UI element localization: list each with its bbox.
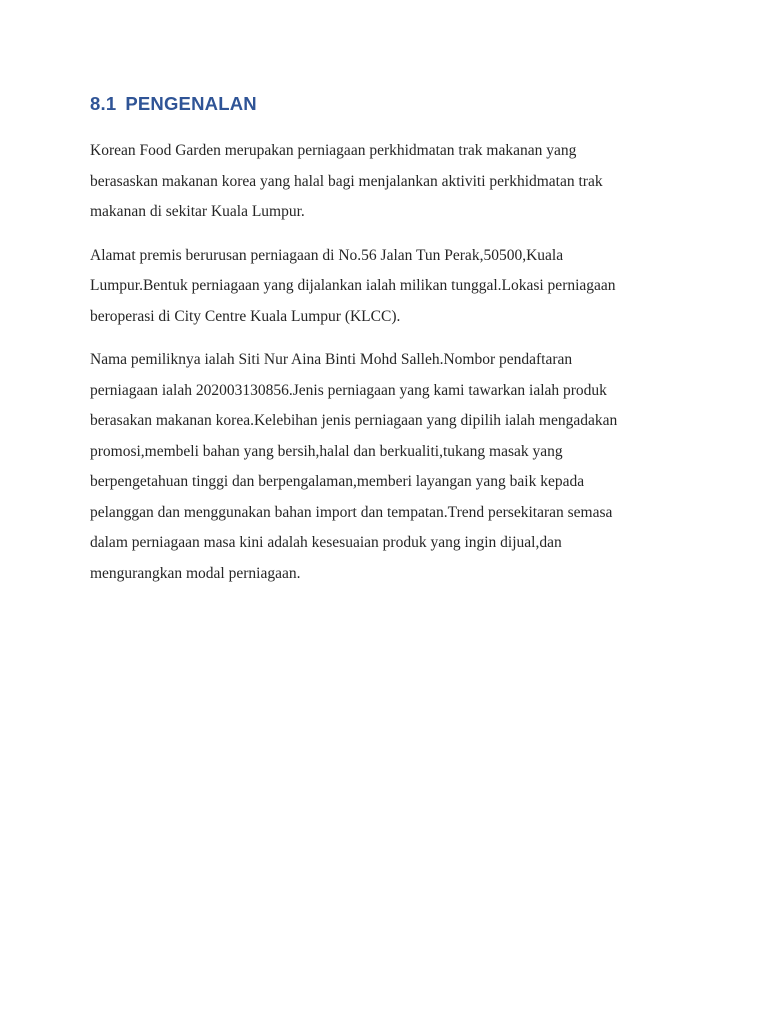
paragraph-owner (90, 345, 680, 589)
text-line: berpengetahuan tinggi dan berpengalaman,memberi layangan yang baik kepada (90, 473, 585, 490)
section-title: PENGENALAN (125, 93, 257, 114)
section-number: 8.1 (90, 93, 117, 114)
text-line: promosi,membeli bahan yang bersih,halal dan berkualiti,tukang masak yang (90, 442, 563, 460)
text-line: berasaskan makanan korea yang halal bagi menjalankan aktiviti perkhidmatan trak (90, 172, 603, 190)
text-line: mengurangkan modal perniagaan. (90, 564, 301, 582)
text-line: makanan di sekitar Kuala Lumpur. (90, 203, 305, 220)
text-line: beroperasi di City Centre Kuala Lumpur (KLCC). (90, 307, 401, 325)
text-line: dalam perniagaan masa kini adalah kesesuaian produk yang ingin dijual,dan (90, 534, 562, 551)
text-line: Korean Food Garden merupakan perniagaan perkhidmatan trak makanan yang (90, 142, 577, 159)
text-line: Nama pemiliknya ialah Siti Nur Aina Binti Mohd Salleh.Nombor pendaftaran (90, 351, 573, 368)
text-line: berasakan makanan korea.Kelebihan jenis perniagaan yang dipilih ialah mengadakan (90, 412, 618, 429)
text-line: pelanggan dan menggunakan bahan import dan tempatan.Trend persekitaran semasa (90, 503, 613, 521)
section-heading (90, 93, 257, 115)
paragraph-intro (90, 136, 680, 228)
text-line: perniagaan ialah 202003130856.Jenis perniagaan yang kami tawarkan ialah produk (90, 381, 607, 399)
text-line: Lumpur.Bentuk perniagaan yang dijalankan ialah milikan tunggal.Lokasi perniagaan (90, 277, 616, 294)
text-line: Alamat premis berurusan perniagaan di No.56 Jalan Tun Perak,50500,Kuala (90, 246, 564, 264)
paragraph-address (90, 241, 680, 333)
body-text (90, 136, 680, 602)
